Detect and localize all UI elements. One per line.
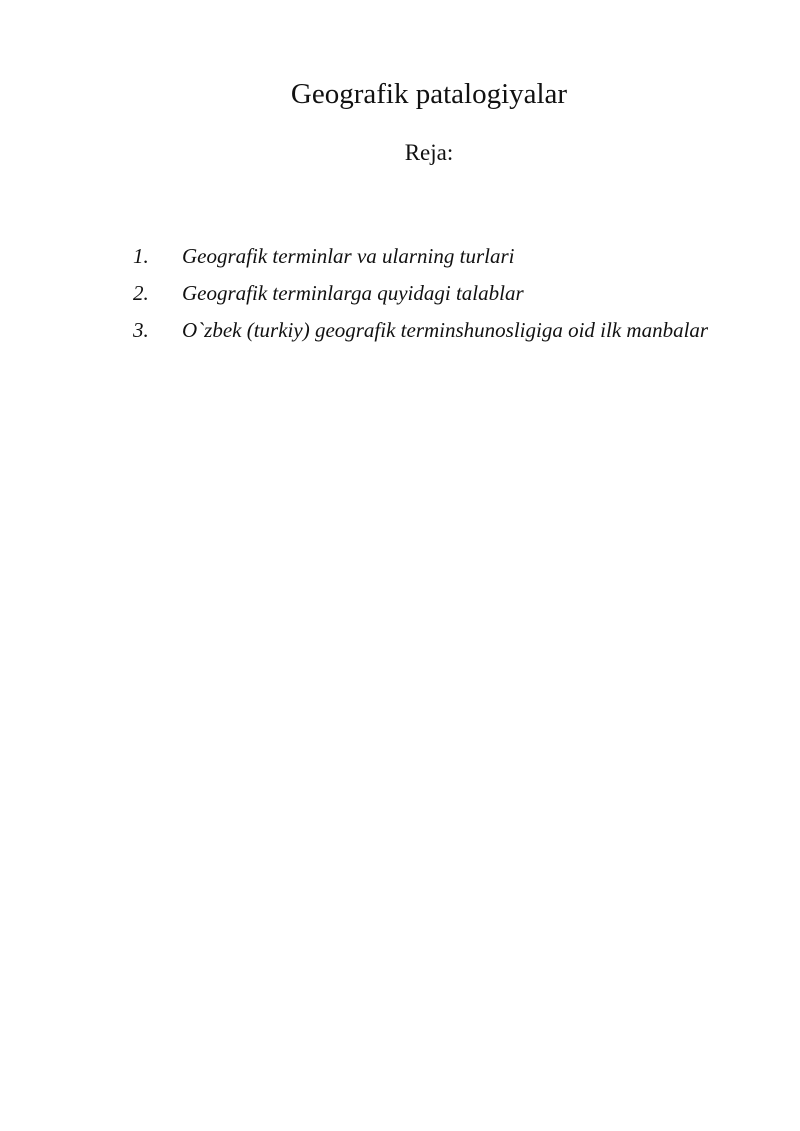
list-item-text: Geografik terminlarga quyidagi talablar bbox=[182, 281, 524, 305]
plan-list bbox=[133, 240, 753, 351]
list-item-number: 2. bbox=[133, 281, 149, 305]
list-item-number: 3. bbox=[133, 318, 149, 342]
list-item-text: Geografik terminlar va ularning turlari bbox=[182, 244, 515, 268]
list-item bbox=[133, 240, 753, 277]
document-title: Geografik patalogiyalar bbox=[290, 78, 568, 110]
list-item-text: O`zbek (turkiy) geografik terminshunosligiga oid ilk manbalar bbox=[182, 318, 709, 342]
plan-heading: Reja: bbox=[404, 140, 454, 165]
list-item bbox=[133, 314, 753, 351]
list-item-number: 1. bbox=[133, 244, 149, 268]
list-item bbox=[133, 277, 753, 314]
